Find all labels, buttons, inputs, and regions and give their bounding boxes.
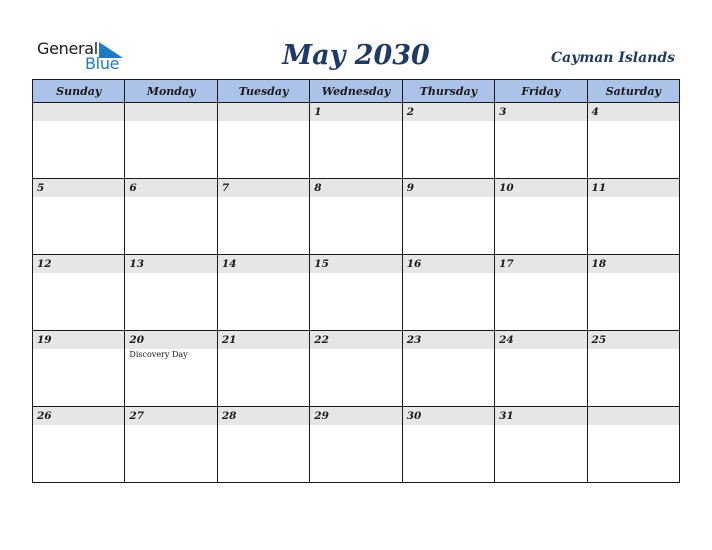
day-number: 26 — [37, 410, 52, 422]
day-number-band — [125, 407, 216, 425]
day-number-band — [33, 331, 124, 349]
week-row — [33, 179, 680, 255]
day-number: 4 — [591, 106, 599, 118]
day-number-band — [588, 255, 679, 273]
day-cell — [125, 179, 217, 255]
day-number: 31 — [499, 410, 514, 422]
day-cell — [310, 407, 402, 483]
day-cell — [402, 331, 494, 407]
day-cell — [495, 179, 587, 255]
day-number: 11 — [591, 182, 607, 194]
day-number-band — [310, 179, 401, 197]
day-cell — [310, 255, 402, 331]
day-number: 14 — [221, 258, 237, 270]
day-number-band — [125, 103, 216, 121]
day-cell — [587, 255, 679, 331]
day-number: 24 — [499, 334, 514, 346]
day-number-band — [403, 179, 494, 197]
weekday-header: Saturday — [587, 80, 679, 103]
day-cell — [33, 103, 125, 179]
weekday-header: Monday — [125, 80, 217, 103]
holiday-label: Discovery Day — [129, 350, 188, 359]
day-cell — [125, 331, 217, 407]
day-number: 19 — [37, 334, 52, 346]
day-number: 6 — [129, 182, 137, 194]
logo-word-general: General — [37, 39, 98, 58]
day-number-band — [310, 331, 401, 349]
day-number: 17 — [499, 258, 514, 270]
day-number-band — [125, 255, 216, 273]
weekday-header: Wednesday — [310, 80, 402, 103]
calendar-title: May 2030 — [282, 40, 430, 71]
weekday-header: Thursday — [402, 80, 494, 103]
day-cell — [217, 331, 309, 407]
day-number: 2 — [406, 106, 414, 118]
weekday-header: Friday — [495, 80, 587, 103]
day-number-band — [588, 331, 679, 349]
day-cell — [310, 331, 402, 407]
day-cell — [33, 407, 125, 483]
day-cell — [402, 179, 494, 255]
day-cell — [125, 255, 217, 331]
day-number-band — [218, 331, 309, 349]
day-number-band — [33, 179, 124, 197]
day-number-band — [33, 407, 124, 425]
month-calendar — [32, 79, 680, 483]
day-number-band — [33, 255, 124, 273]
day-cell — [217, 179, 309, 255]
day-number-band — [588, 103, 679, 121]
day-number-band — [403, 407, 494, 425]
day-number-band — [310, 103, 401, 121]
day-cell — [33, 255, 125, 331]
day-number: 12 — [37, 258, 52, 270]
day-number: 1 — [314, 106, 322, 118]
day-number-band — [495, 407, 586, 425]
day-number: 22 — [314, 334, 329, 346]
day-cell — [587, 331, 679, 407]
week-row — [33, 103, 680, 179]
day-number-band — [403, 255, 494, 273]
day-number-band — [310, 255, 401, 273]
day-number-band — [588, 179, 679, 197]
logo-word-blue: Blue — [85, 54, 120, 73]
day-number-band — [403, 331, 494, 349]
day-number-band — [588, 407, 679, 425]
day-cell — [587, 407, 679, 483]
day-number: 21 — [221, 334, 237, 346]
day-cell — [217, 103, 309, 179]
country-name: Cayman Islands — [551, 50, 675, 66]
day-cell — [495, 103, 587, 179]
day-number: 9 — [406, 182, 414, 194]
day-number: 13 — [129, 258, 145, 270]
day-number: 30 — [406, 410, 422, 422]
day-number: 8 — [314, 182, 322, 194]
day-number-band — [218, 179, 309, 197]
weekday-header-row — [33, 80, 680, 103]
day-cell — [125, 103, 217, 179]
day-number-band — [403, 103, 494, 121]
day-number: 15 — [314, 258, 329, 270]
day-number-band — [495, 331, 586, 349]
day-number: 5 — [37, 182, 45, 194]
day-number: 20 — [129, 334, 145, 346]
day-number: 10 — [499, 182, 514, 194]
day-number-band — [310, 407, 401, 425]
day-cell — [495, 255, 587, 331]
day-cell — [217, 255, 309, 331]
day-number-band — [125, 179, 216, 197]
day-number: 29 — [314, 410, 329, 422]
day-cell — [587, 103, 679, 179]
day-number-band — [218, 255, 309, 273]
day-cell — [402, 255, 494, 331]
day-cell — [402, 103, 494, 179]
week-row — [33, 331, 680, 407]
day-cell — [587, 179, 679, 255]
day-number-band — [495, 179, 586, 197]
day-cell — [495, 407, 587, 483]
day-number-band — [218, 103, 309, 121]
day-cell — [125, 407, 217, 483]
day-cell — [402, 407, 494, 483]
week-row — [33, 255, 680, 331]
day-number-band — [33, 103, 124, 121]
day-number: 18 — [591, 258, 607, 270]
day-cell — [33, 331, 125, 407]
week-row — [33, 407, 680, 483]
day-cell — [33, 179, 125, 255]
day-number-band — [218, 407, 309, 425]
day-number-band — [495, 255, 586, 273]
day-number: 27 — [129, 410, 145, 422]
day-cell — [217, 407, 309, 483]
day-number: 23 — [406, 334, 422, 346]
day-number: 3 — [499, 106, 507, 118]
weekday-header: Tuesday — [217, 80, 309, 103]
day-cell — [310, 103, 402, 179]
day-number: 7 — [221, 182, 230, 194]
day-number-band — [495, 103, 586, 121]
day-cell — [310, 179, 402, 255]
day-number: 16 — [406, 258, 422, 270]
weekday-header: Sunday — [33, 80, 125, 103]
day-cell — [495, 331, 587, 407]
day-number-band — [125, 331, 216, 349]
day-number: 25 — [591, 334, 607, 346]
day-number: 28 — [221, 410, 237, 422]
